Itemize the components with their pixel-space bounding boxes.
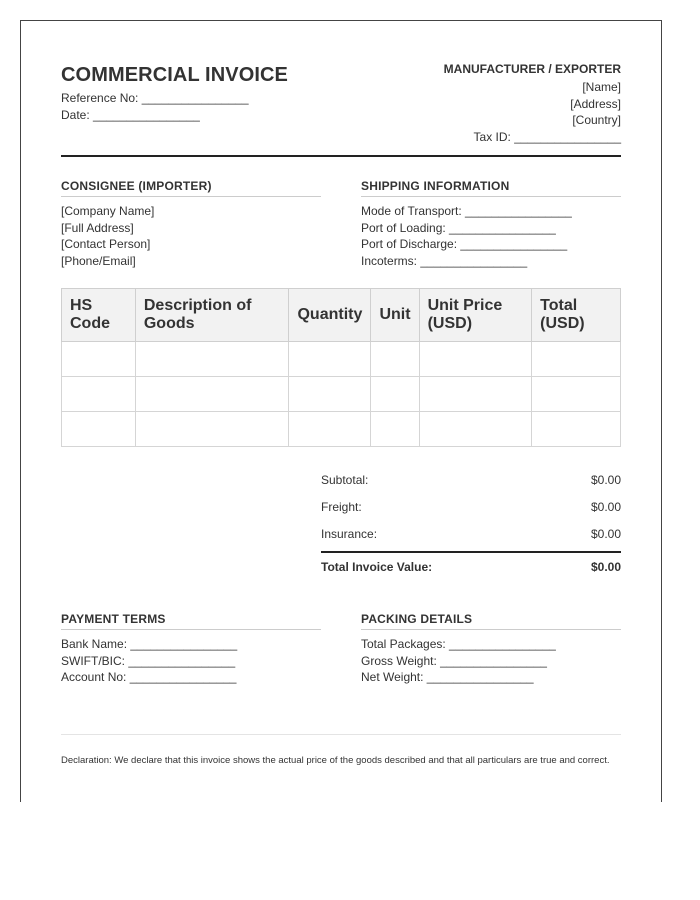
table-cell[interactable] — [135, 342, 289, 377]
total-invoice-value: $0.00 — [590, 560, 621, 574]
swift-bic-field[interactable]: SWIFT/BIC: ________________ — [61, 653, 236, 668]
packing-details-heading: PACKING DETAILS — [361, 612, 621, 630]
reference-number-field[interactable]: Reference No: ________________ — [61, 91, 249, 105]
column-header-hs-code: HS Code — [62, 289, 136, 342]
table-cell[interactable] — [371, 342, 419, 377]
incoterms-field[interactable]: Incoterms: ________________ — [361, 254, 528, 269]
port-of-loading-field[interactable]: Port of Loading: ________________ — [361, 220, 556, 235]
insurance-label: Insurance: — [321, 527, 378, 541]
column-header-quantity: Quantity — [289, 289, 371, 342]
goods-table — [61, 288, 621, 447]
totals-divider — [321, 551, 621, 553]
table-cell[interactable] — [289, 342, 371, 377]
header-divider — [61, 155, 621, 157]
table-cell[interactable] — [62, 342, 136, 377]
packing-details-section — [361, 612, 621, 686]
column-header-description: Description of Goods — [135, 289, 289, 342]
goods-table-header-row — [62, 289, 621, 342]
payment-terms-heading: PAYMENT TERMS — [61, 612, 321, 630]
consignee-company[interactable]: [Company Name] — [61, 204, 155, 218]
table-cell[interactable] — [135, 412, 289, 447]
table-cell[interactable] — [289, 377, 371, 412]
account-number-field[interactable]: Account No: ________________ — [61, 670, 237, 685]
tax-id-field[interactable]: Tax ID: ________________ — [473, 130, 621, 144]
column-header-unit-price: Unit Price (USD) — [419, 289, 532, 342]
consignee-section — [61, 179, 321, 270]
table-row — [62, 377, 621, 412]
subtotal-value: $0.00 — [590, 473, 621, 487]
net-weight-field[interactable]: Net Weight: ________________ — [361, 670, 534, 685]
table-cell[interactable] — [419, 377, 532, 412]
subtotal-label: Subtotal: — [321, 473, 369, 487]
freight-label: Freight: — [321, 500, 362, 514]
invoice-sheet — [20, 20, 662, 802]
table-cell[interactable] — [532, 412, 621, 447]
exporter-country[interactable]: [Country] — [572, 113, 621, 127]
table-row — [62, 342, 621, 377]
table-cell[interactable] — [532, 377, 621, 412]
footer-divider — [61, 734, 621, 735]
table-cell[interactable] — [419, 342, 532, 377]
gross-weight-field[interactable]: Gross Weight: ________________ — [361, 653, 547, 668]
consignee-heading: CONSIGNEE (IMPORTER) — [61, 179, 321, 197]
bank-name-field[interactable]: Bank Name: ________________ — [61, 637, 238, 651]
table-cell[interactable] — [419, 412, 532, 447]
exporter-heading: MANUFACTURER / EXPORTER — [443, 62, 621, 76]
total-invoice-value-label: Total Invoice Value: — [321, 560, 433, 574]
insurance-value: $0.00 — [590, 527, 621, 541]
table-cell[interactable] — [135, 377, 289, 412]
invoice-title: COMMERCIAL INVOICE — [61, 64, 288, 86]
payment-terms-section — [61, 612, 321, 686]
column-header-unit: Unit — [371, 289, 419, 342]
shipping-section — [361, 179, 621, 270]
column-header-total: Total (USD) — [532, 289, 621, 342]
declaration-text: Declaration: We declare that this invoice shows the actual price of the goods described and that all particulars are true and correct. — [61, 755, 610, 766]
port-of-discharge-field[interactable]: Port of Discharge: ________________ — [361, 237, 568, 252]
total-packages-field[interactable]: Total Packages: ________________ — [361, 637, 556, 651]
table-cell[interactable] — [62, 412, 136, 447]
table-cell[interactable] — [289, 412, 371, 447]
freight-value: $0.00 — [590, 500, 621, 514]
table-row — [62, 412, 621, 447]
exporter-name[interactable]: [Name] — [582, 80, 621, 94]
table-cell[interactable] — [532, 342, 621, 377]
table-cell[interactable] — [371, 377, 419, 412]
table-cell[interactable] — [371, 412, 419, 447]
mode-of-transport-field[interactable]: Mode of Transport: ________________ — [361, 204, 572, 218]
date-field[interactable]: Date: ________________ — [61, 108, 200, 122]
table-cell[interactable] — [62, 377, 136, 412]
consignee-address[interactable]: [Full Address] — [61, 220, 134, 235]
consignee-contact[interactable]: [Contact Person] — [61, 237, 151, 252]
shipping-heading: SHIPPING INFORMATION — [361, 179, 621, 197]
consignee-phone-email[interactable]: [Phone/Email] — [61, 254, 136, 269]
exporter-address[interactable]: [Address] — [570, 97, 621, 111]
